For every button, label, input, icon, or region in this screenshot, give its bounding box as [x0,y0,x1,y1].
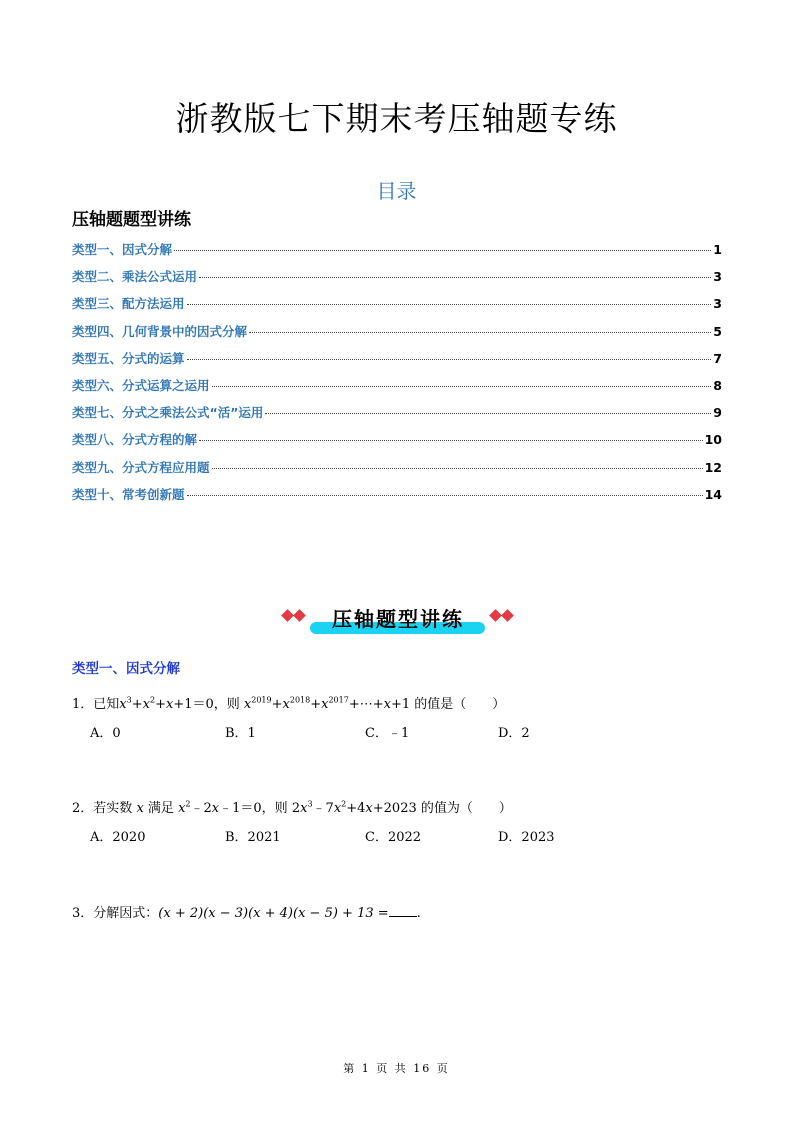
variable: x [119,697,127,712]
variable: x [243,697,252,712]
toc-entry-page: 12 [704,459,722,475]
exponent: 2017 [328,695,349,705]
toc-entry-label[interactable]: 类型二、乘法公式运用 [72,269,198,285]
operator: +⋯+ [348,697,384,712]
question-3 [72,902,421,921]
toc-entry[interactable] [72,349,722,376]
option-a[interactable]: A．0 [90,726,121,741]
question-2 [72,797,512,816]
question-text: 分解因式： [93,906,159,921]
math-expression: (x + 2)(x − 3)(x + 4)(x − 5) + 13 = [158,906,389,921]
question-text: +4 [346,801,366,816]
question-text: 若实数 [93,801,133,816]
exponent: 3 [126,695,132,705]
option-d[interactable]: D．2 [498,726,530,741]
toc-section-title: 压轴题题型讲练 [72,210,191,230]
banner-title: 压轴题型讲练 [332,607,464,631]
toc-entry[interactable] [72,267,722,294]
toc-entry-page: 5 [713,323,722,339]
toc-entry-page: 3 [713,269,722,285]
variable: x [321,697,329,712]
option-d[interactable]: D．2023 [498,830,555,845]
operator: + [131,697,143,712]
question-1 [72,693,505,712]
variable: x [365,801,373,816]
toc-entry[interactable] [72,430,722,457]
question-number: 3． [72,906,94,921]
toc-entry[interactable] [72,294,722,321]
option-c[interactable]: C．2022 [365,830,422,845]
section-banner [280,600,520,640]
toc-entry-label[interactable]: 类型九、分式方程应用题 [72,459,210,475]
exponent: 2 [149,695,156,705]
toc-dot-leader [187,304,712,305]
question-text: +2023 的值为（ ） [372,801,512,816]
toc-entry-label[interactable]: 类型四、几何背景中的因式分解 [72,323,248,339]
document-title: 浙教版七下期末考压轴题专练 [175,99,618,138]
toc-entry-label[interactable]: 类型一、因式分解 [72,242,173,257]
operator: + [310,697,322,712]
toc-entry-label[interactable]: 类型六、分式运算之运用 [72,377,210,393]
exponent: 2018 [289,695,311,705]
toc-entry-page: 7 [713,350,722,366]
variable: x [211,801,220,816]
variable: x [136,801,144,816]
question-number: 2． [72,801,94,816]
variable: x [333,801,342,816]
variable: x [282,697,290,712]
section-heading: 类型一、因式分解 [72,661,180,677]
toc-dot-leader [212,386,712,387]
toc-entry[interactable] [72,403,722,430]
exponent: 3 [307,799,313,809]
question-text: ﹣2 [190,801,212,816]
toc-entry-label[interactable]: 类型七、分式之乘法公式“活”运用 [72,405,264,421]
toc-entry-page: 8 [713,377,722,393]
exponent: 2 [185,799,191,809]
exponent: 2019 [251,695,272,705]
toc-entry-label[interactable]: 类型五、分式的运算 [72,350,185,366]
operator: + [155,697,166,712]
operator: + [271,697,283,712]
toc-entry-label[interactable]: 类型三、配方法运用 [72,296,185,312]
toc-entry-page: 9 [713,405,722,421]
toc-entry[interactable] [72,485,722,512]
toc-dot-leader [249,332,711,333]
question-text: +1 的值是（ ） [390,697,506,712]
toc-heading: 目录 [376,179,417,203]
toc-entry-page: 1 [713,242,722,257]
toc-list [72,240,722,512]
variable: x [142,697,150,712]
question-text: ﹣7 [312,801,334,816]
toc-dot-leader [187,495,703,496]
option-b[interactable]: B．1 [225,726,256,741]
toc-entry-label[interactable]: 类型八、分式方程的解 [72,432,198,448]
question-text: 已知 [93,697,120,712]
toc-dot-leader [212,468,703,469]
toc-dot-leader [199,440,703,441]
toc-entry[interactable] [72,322,722,349]
toc-entry[interactable] [72,376,722,403]
toc-entry-page: 3 [713,296,722,312]
question-text: . [416,906,421,921]
toc-entry[interactable] [72,240,722,267]
exponent: 2 [341,799,347,809]
toc-entry-page: 14 [704,486,722,502]
toc-dot-leader [174,250,711,251]
toc-entry-label[interactable]: 类型十、常考创新题 [72,486,185,502]
toc-dot-leader [199,277,711,278]
page-footer: 第 1 页 共 16 页 [343,1062,450,1075]
variable: x [383,697,391,712]
variable: x [300,801,308,816]
toc-entry-page: 10 [704,432,722,448]
answer-blank[interactable] [389,904,417,917]
toc-dot-leader [265,413,711,414]
toc-dot-leader [187,359,712,360]
question-number: 1． [72,697,94,712]
variable: x [178,801,186,816]
question-text: 满足 [147,801,174,816]
variable: x [165,697,174,712]
question-text: ﹣1＝0，则 2 [219,801,301,816]
toc-entry[interactable] [72,458,722,485]
option-b[interactable]: B．2021 [225,830,281,845]
option-c[interactable]: C．﹣1 [365,726,410,741]
option-a[interactable]: A．2020 [90,830,146,845]
question-text: +1＝0，则 [173,697,240,712]
